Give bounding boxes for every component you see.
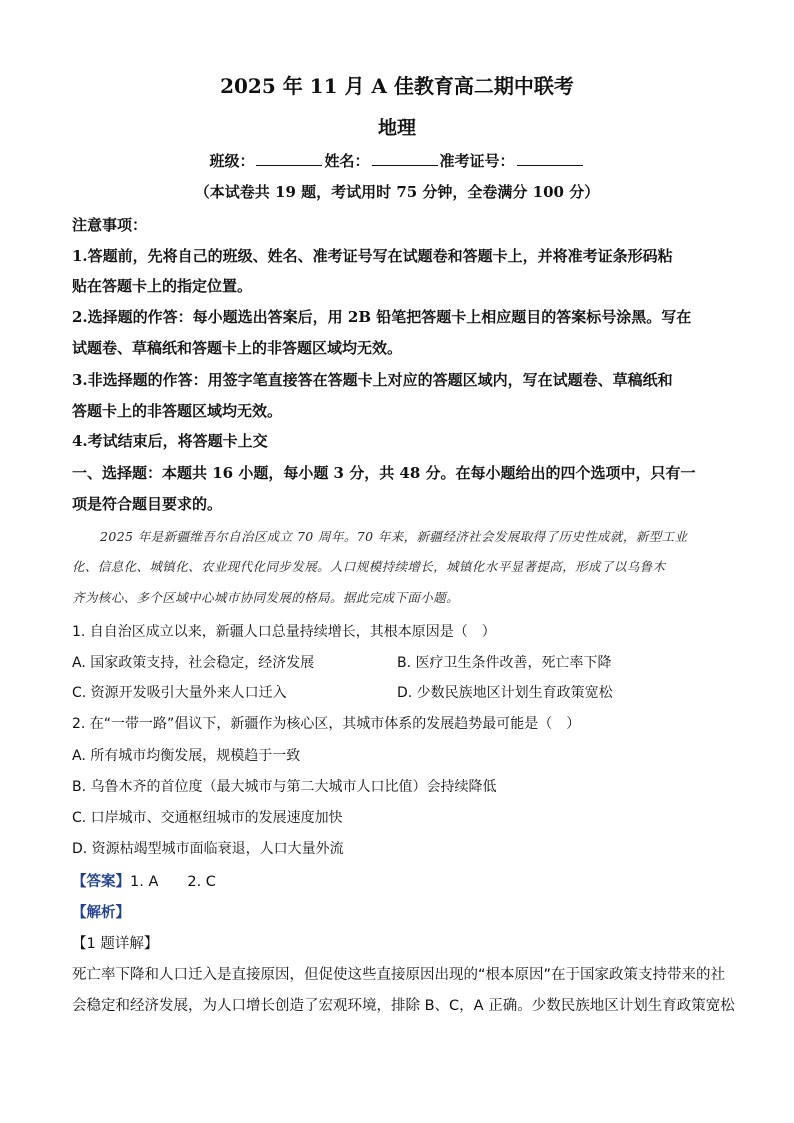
id-blank xyxy=(517,151,583,166)
class-blank xyxy=(256,151,322,166)
id-label: 准考证号： xyxy=(439,152,515,170)
notice-line: 3.非选择题的作答：用签字笔直接答在答题卡上对应的答题区域内，写在试题卷、草稿纸和 xyxy=(72,371,673,389)
question-1-option-c: C. 资源开发吸引大量外来人口迁入 xyxy=(72,685,287,701)
question-1-option-a: A. 国家政策支持，社会稳定，经济发展 xyxy=(72,655,315,671)
exam-note: （本试卷共 19 题，考试用时 75 分钟，全卷满分 100 分） xyxy=(194,183,600,201)
name-label: 姓名： xyxy=(324,152,370,170)
notice-line: 4.考试结束后，将答题卡上交 xyxy=(72,432,268,450)
question-1-stem: 1. 自自治区成立以来，新疆人口总量持续增长，其根本原因是（ ） xyxy=(72,624,496,640)
notice-heading: 注意事项： xyxy=(72,216,148,234)
class-label: 班级： xyxy=(209,152,255,170)
question-2-stem: 2. 在“一带一路”倡议下，新疆作为核心区，其城市体系的发展趋势最可能是（ ） xyxy=(72,716,581,732)
student-info-line xyxy=(0,150,794,171)
exam-title: 2025 年 11 月 A 佳教育高二期中联考 xyxy=(220,74,574,98)
analysis-text-line: 死亡率下降和人口迁入是直接原因，但促使这些直接原因出现的“根本原因”在于国家政策支持带来的社 xyxy=(72,967,726,983)
answer-text: 1. A 2. C xyxy=(130,874,216,890)
answer-tag: 【答案】 xyxy=(72,874,130,890)
notice-line: 答题卡上的非答题区域均无效。 xyxy=(72,402,283,420)
analysis-line xyxy=(72,901,732,922)
notice-line: 贴在答题卡上的指定位置。 xyxy=(72,277,253,295)
passage-line: 化、信息化、城镇化、农业现代化同步发展。人口规模持续增长，城镇化水平显著提高，形成了以乌鲁木 xyxy=(72,559,666,574)
answer-line xyxy=(72,870,732,891)
passage-line: 2025 年是新疆维吾尔自治区成立 70 周年。70 年来，新疆经济社会发展取得了历史性成就，新型工业 xyxy=(100,529,688,544)
question-2-option-d: D. 资源枯竭型城市面临衰退，人口大量外流 xyxy=(72,841,344,857)
analysis-subheading: 【1 题详解】 xyxy=(72,936,159,952)
question-2-option-c: C. 口岸城市、交通枢纽城市的发展速度加快 xyxy=(72,810,343,826)
notice-line: 1.答题前，先将自己的班级、姓名、准考证号写在试题卷和答题卡上，并将准考证条形码粘 xyxy=(72,247,673,265)
subject-title: 地理 xyxy=(377,117,416,139)
section-heading: 项是符合题目要求的。 xyxy=(72,495,223,513)
question-2-option-b: B. 乌鲁木齐的首位度（最大城市与第二大城市人口比值）会持续降低 xyxy=(72,779,497,795)
passage-line: 齐为核心、多个区域中心城市协同发展的格局。据此完成下面小题。 xyxy=(72,590,460,605)
analysis-text-line: 会稳定和经济发展，为人口增长创造了宏观环境，排除 B、C，A 正确。少数民族地区计划生育政策宽松 xyxy=(72,998,735,1014)
analysis-tag: 【解析】 xyxy=(72,905,130,921)
notice-line: 试题卷、草稿纸和答题卡上的非答题区域均无效。 xyxy=(72,339,403,357)
question-2-option-a: A. 所有城市均衡发展，规模趋于一致 xyxy=(72,748,301,764)
section-heading: 一、选择题：本题共 16 小题，每小题 3 分，共 48 分。在每小题给出的四个选项中，只有一 xyxy=(72,464,696,482)
question-1-option-d: D. 少数民族地区计划生育政策宽松 xyxy=(397,685,613,701)
name-blank xyxy=(372,151,438,166)
question-1-option-b: B. 医疗卫生条件改善，死亡率下降 xyxy=(397,655,612,671)
notice-line: 2.选择题的作答：每小题选出答案后，用 2B 铅笔把答题卡上相应题目的答案标号涂黑。写在 xyxy=(72,308,692,326)
